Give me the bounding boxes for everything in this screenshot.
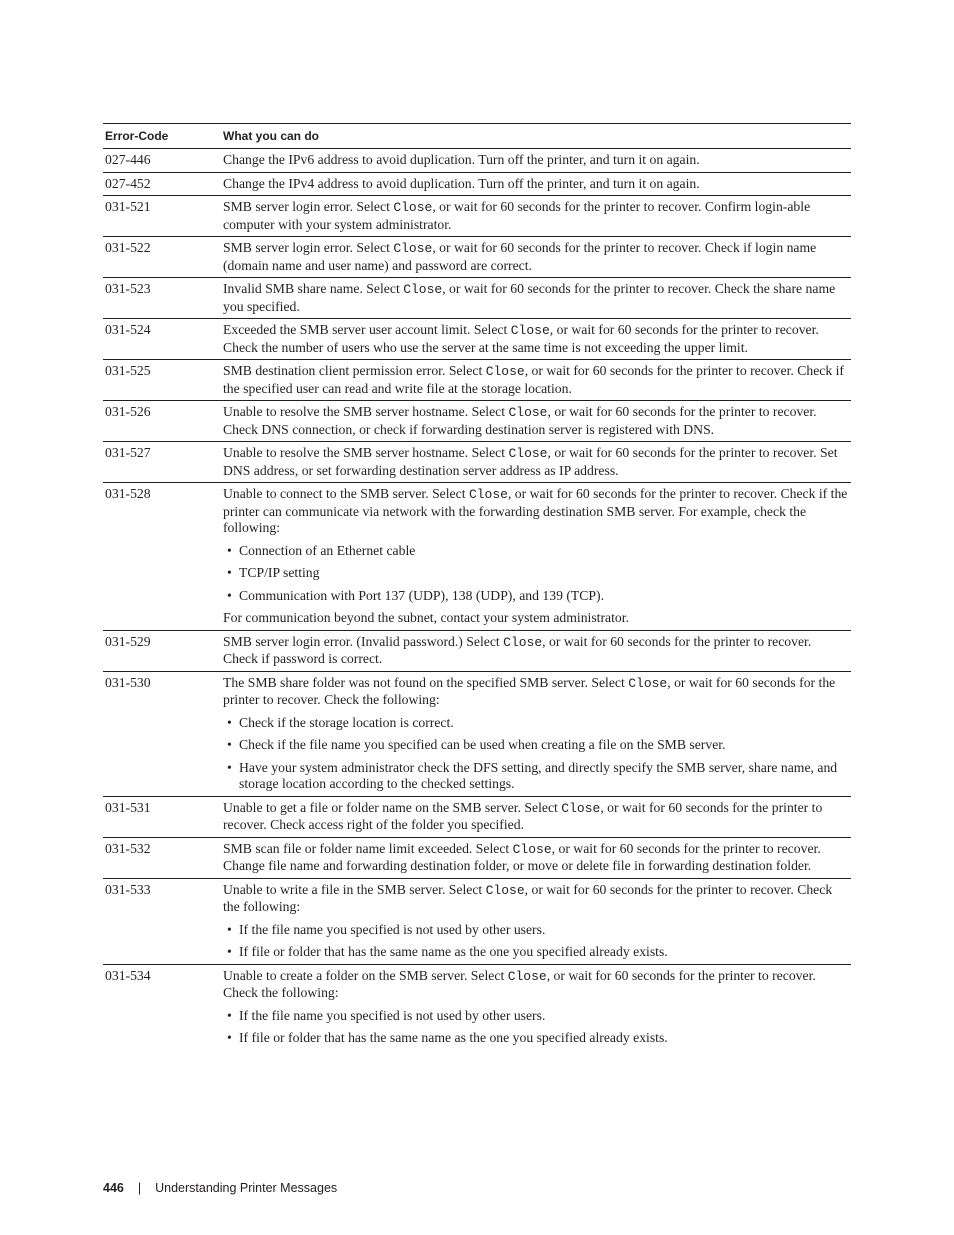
bullet-item: • If file or folder that has the same name as the one you specified already exists. [223,1030,849,1047]
action-cell [223,445,851,479]
action-text-tail: , or wait for 60 seconds for the printer to recover. Check the following: [223,881,833,914]
error-code-cell: 031-530 [105,674,151,690]
error-code-cell: 031-523 [105,281,151,296]
action-text-tail: , or wait for 60 seconds for the printer to recover. Confirm login-able computer with your system administrator. [223,199,811,232]
action-cell [223,486,851,627]
error-code-cell: 031-526 [105,404,151,419]
page-number: 446 [103,1181,124,1195]
action-text-tail: , or wait for 60 seconds for the printer to recover. Check the number of users who use the server at the same time is not exceeding the upper limit. [223,322,819,355]
action-text [223,882,849,916]
error-code-cell: 031-525 [105,363,151,378]
action-text [223,445,849,479]
error-code-cell: 031-528 [105,486,151,501]
action-cell [223,968,851,1047]
close-command: Close [510,323,550,338]
action-text-lead: Unable to write a file in the SMB server. Select [223,881,486,897]
action-text [223,281,849,315]
error-code-cell: 031-521 [105,199,151,214]
bullet-item: • Communication with Port 137 (UDP), 138 (UDP), and 139 (TCP). [223,588,849,605]
error-code-cell: 031-534 [105,967,151,983]
action-text [223,841,849,875]
action-cell [223,152,851,169]
follow-up-text: For communication beyond the subnet, contact your system administrator. [223,610,629,625]
action-cell [223,841,851,875]
table-header [103,123,851,149]
action-text-tail: , or wait for 60 seconds for the printer to recover. Change file name and forwarding destination folder, or move or delete file in forwarding destination folder. [223,840,821,873]
close-command: Close [468,487,508,502]
error-code-cell: 031-527 [105,445,151,460]
action-cell [223,634,851,668]
action-text-lead: Change the IPv6 address to avoid duplication. Turn off the printer, and turn it on again. [223,152,700,167]
bullet-item: • Check if the storage location is correct. [223,715,849,732]
table-row [103,173,851,197]
action-text-lead: Unable to get a file or folder name on the SMB server. Select [223,799,562,815]
bullet-item: • Check if the file name you specified can be used when creating a file on the SMB server. [223,737,849,754]
error-code-cell: 031-529 [105,633,151,649]
error-code-cell: 027-446 [105,152,151,167]
action-cell [223,363,851,397]
close-command: Close [503,634,543,650]
close-command: Close [507,968,547,984]
action-text [223,634,849,668]
close-command: Close [403,282,443,297]
action-text [223,322,849,356]
action-cell [223,281,851,315]
action-text [223,176,849,193]
table-row [103,838,851,879]
error-code-cell: 031-532 [105,840,151,856]
close-command: Close [485,364,525,379]
bullet-item: • If the file name you specified is not used by other users. [223,1008,849,1025]
table-row [103,278,851,319]
action-text-tail: , or wait for 60 seconds for the printer to recover. Check if the printer can communicate via network with the forwarding destination SMB server. For example, check the following: [223,486,848,535]
table-row [103,483,851,631]
action-text [223,486,849,537]
action-text-lead: SMB destination client permission error. Select [223,363,486,378]
action-text [223,240,849,274]
action-text-tail: , or wait for 60 seconds for the printer to recover. Check the share name you specified. [223,281,836,314]
bullet-item: • TCP/IP setting [223,565,849,582]
table-body [103,149,851,1050]
action-cell [223,800,851,834]
close-command: Close [393,241,433,256]
table-row [103,879,851,965]
action-text-lead: Invalid SMB share name. Select [223,281,404,296]
header-error-code: Error-Code [105,129,169,143]
action-text-lead: Change the IPv4 address to avoid duplication. Turn off the printer, and turn it on again. [223,175,700,191]
action-text-tail: , or wait for 60 seconds for the printer to recover. Check DNS connection, or check if forwarding destination server is registered with DNS. [223,404,817,437]
close-command: Close [508,446,548,461]
section-title: Understanding Printer Messages [155,1181,338,1195]
bullet-list [223,922,849,961]
table-row [103,360,851,401]
action-text-lead: Unable to create a folder on the SMB server. Select [223,967,508,983]
action-text-tail: , or wait for 60 seconds for the printer to recover. Check if password is correct. [223,633,812,666]
action-text [223,404,849,438]
action-text [223,675,849,709]
action-text-lead: The SMB share folder was not found on the specified SMB server. Select [223,674,629,690]
table-row [103,442,851,483]
action-text-tail: , or wait for 60 seconds for the printer to recover. Check the following: [223,674,836,707]
action-text-lead: Unable to connect to the SMB server. Select [223,486,469,501]
error-code-cell: 031-531 [105,799,151,815]
action-text [223,199,849,233]
error-code-cell: 031-533 [105,881,151,897]
action-text-tail: , or wait for 60 seconds for the printer to recover. Set DNS address, or set forwarding destination server address as IP address. [223,445,838,478]
action-cell [223,240,851,274]
close-command: Close [485,882,525,898]
table-row [103,631,851,672]
action-text-tail: , or wait for 60 seconds for the printer to recover. Check the following: [223,967,816,1000]
error-code-cell: 031-524 [105,322,151,337]
action-text-lead: Unable to resolve the SMB server hostname. Select [223,445,509,460]
table-row [103,672,851,797]
action-cell [223,882,851,961]
close-command: Close [561,800,601,816]
bullet-list [223,543,849,605]
table-row [103,319,851,360]
action-text-lead: Exceeded the SMB server user account limit. Select [223,322,511,337]
table-row [103,149,851,173]
close-command: Close [508,405,548,420]
bullet-item: • If the file name you specified is not used by other users. [223,922,849,939]
bullet-list [223,1008,849,1047]
table-row [103,965,851,1050]
table-row [103,237,851,278]
bullet-item: • Connection of an Ethernet cable [223,543,849,560]
action-text-lead: SMB server login error. (Invalid password.) Select [223,633,504,649]
error-code-table [103,123,851,1050]
action-cell [223,322,851,356]
action-text [223,968,849,1002]
error-code-cell: 027-452 [105,175,151,191]
action-text-tail: , or wait for 60 seconds for the printer to recover. Check access right of the folder you specified. [223,799,823,832]
footer-separator: | [137,1181,142,1195]
table-row [103,401,851,442]
close-command: Close [393,200,433,215]
action-text [223,152,849,169]
close-command: Close [512,841,552,857]
table-row [103,196,851,237]
action-text-tail: , or wait for 60 seconds for the printer to recover. Check if the specified user can read and write file at the storage location. [223,363,844,396]
action-cell [223,404,851,438]
page-footer [103,1181,337,1195]
action-text [223,800,849,834]
action-text-lead: SMB server login error. Select [223,199,394,214]
action-cell [223,199,851,233]
close-command: Close [628,675,668,691]
action-text-lead: Unable to resolve the SMB server hostname. Select [223,404,509,419]
action-cell [223,176,851,193]
action-cell [223,675,851,793]
header-what-you-can-do: What you can do [223,129,319,143]
bullet-item: • If file or folder that has the same name as the one you specified already exists. [223,944,849,961]
action-text [223,363,849,397]
action-text-lead: SMB scan file or folder name limit exceeded. Select [223,840,513,856]
table-row [103,797,851,838]
error-code-cell: 031-522 [105,240,151,255]
bullet-list [223,715,849,793]
action-text-tail: , or wait for 60 seconds for the printer to recover. Check if login name (domain name and user name) and password are correct. [223,240,817,273]
action-text-lead: SMB server login error. Select [223,240,394,255]
bullet-item: • Have your system administrator check the DFS setting, and directly specify the SMB server, share name, and storage location according to the checked settings. [223,760,849,793]
